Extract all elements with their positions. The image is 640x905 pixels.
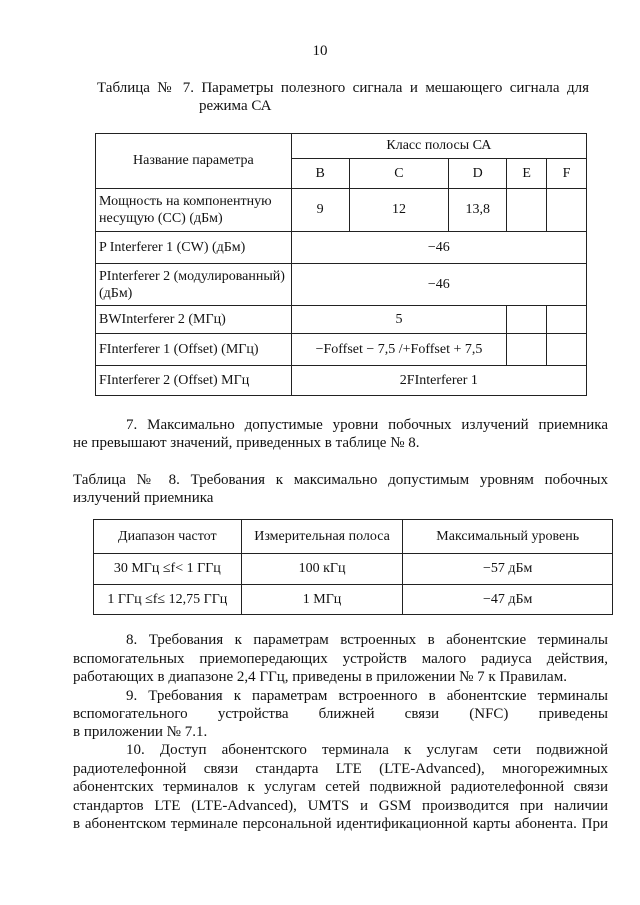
table8-header: Максимальный уровень — [403, 520, 613, 554]
table8-cell: 1 МГц — [241, 585, 403, 615]
paragraph-9-line3: в приложении № 7.1. — [73, 724, 208, 740]
table7-cell: −46 — [291, 232, 586, 264]
table7-row-name: Мощность на компонентную несущую (СС) (дБм) — [96, 189, 292, 232]
table8-header: Измерительная полоса — [241, 520, 403, 554]
table7-row-name: BWInterferer 2 (МГц) — [96, 306, 292, 334]
table7-cell: 5 — [291, 306, 506, 334]
table8-cell: −47 дБм — [403, 585, 613, 615]
table7-header-param: Название параметра — [96, 134, 292, 189]
table7-cell-empty — [547, 189, 587, 232]
table7-caption-line2: режима СА — [199, 98, 272, 114]
paragraph-9-line1: 9. Требования к параметрам встроенного в абонентские терминалы — [126, 688, 608, 704]
paragraph-8-line1: 8. Требования к параметрам встроенных в абонентские терминалы — [126, 632, 608, 648]
paragraph-10-line4: стандартов LTE (LTE-Advanced), UMTS и GSM производится при наличии — [73, 798, 608, 814]
paragraph-10-line1: 10. Доступ абонентского терминала к услугам сети подвижной — [126, 742, 608, 758]
paragraph-9-line2: вспомогательного устройства ближней связи (NFC) приведены — [73, 706, 608, 722]
table7-caption-line1: Таблица № 7. Параметры полезного сигнала и мешающего сигнала для — [97, 80, 589, 96]
page-number: 10 — [312, 43, 328, 59]
table7-cell: 12 — [349, 189, 449, 232]
table7-cell: 13,8 — [449, 189, 507, 232]
table7-row-name: FInterferer 1 (Offset) (МГц) — [96, 334, 292, 366]
table7-cell-empty — [507, 334, 547, 366]
table7 — [95, 133, 587, 396]
table7-cell-empty — [547, 306, 587, 334]
table7-cell: −46 — [291, 264, 586, 306]
table7-class-f: F — [547, 159, 587, 189]
table7-cell: 9 — [291, 189, 349, 232]
table8-caption-line1: Таблица № 8. Требования к максимально допустимым уровням побочных — [73, 472, 608, 488]
table7-row-name: PInterferer 2 (модулированный) (дБм) — [96, 264, 292, 306]
table8-cell: 100 кГц — [241, 554, 403, 585]
table8-caption-line2: излучений приемника — [73, 490, 214, 506]
table7-header-class: Класс полосы СА — [291, 134, 586, 159]
paragraph-7-line1: 7. Максимально допустимые уровни побочных излучений приемника — [126, 417, 608, 433]
paragraph-10-line2: радиотелефонной связи стандарта LTE (LTE-Advanced), многорежимных — [73, 761, 608, 777]
table8-cell: 30 МГц ≤f< 1 ГГц — [94, 554, 242, 585]
table7-class-c: C — [349, 159, 449, 189]
table7-cell-empty — [507, 189, 547, 232]
paragraph-8-line3: работающих в диапазоне 2,4 ГГц, приведены в приложении № 7 к Правилам. — [73, 669, 567, 685]
table8 — [93, 519, 613, 615]
table7-class-e: E — [507, 159, 547, 189]
table7-row-name: P Interferer 1 (CW) (дБм) — [96, 232, 292, 264]
table7-class-b: B — [291, 159, 349, 189]
table8-cell: −57 дБм — [403, 554, 613, 585]
paragraph-7-line2: не превышают значений, приведенных в таблице № 8. — [73, 435, 420, 451]
table7-class-d: D — [449, 159, 507, 189]
table7-cell-empty — [547, 334, 587, 366]
table7-cell: −Foffset − 7,5 /+Foffset + 7,5 — [291, 334, 506, 366]
table7-row-name: FInterferer 2 (Offset) МГц — [96, 366, 292, 396]
table8-cell: 1 ГГц ≤f≤ 12,75 ГГц — [94, 585, 242, 615]
table8-header: Диапазон частот — [94, 520, 242, 554]
table7-cell-empty — [507, 306, 547, 334]
paragraph-8-line2: вспомогательных приемопередающих устройств малого радиуса действия, — [73, 651, 608, 667]
paragraph-10-line5: в абонентском терминале персональной идентификационной карты абонента. При — [73, 816, 608, 832]
paragraph-10-line3: абонентских терминалов к услугам сетей подвижной радиотелефонной связи — [73, 779, 608, 795]
table7-cell: 2FInterferer 1 — [291, 366, 586, 396]
